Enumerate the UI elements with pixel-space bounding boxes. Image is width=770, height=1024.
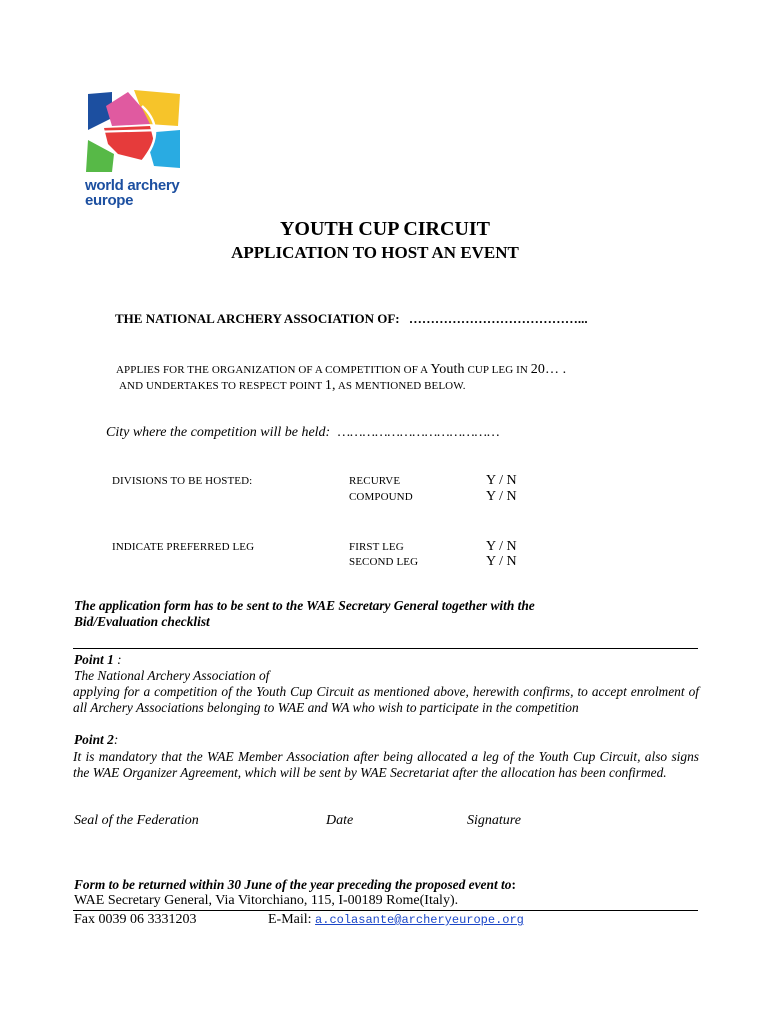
document-subtitle: APPLICATION TO HOST AN EVENT — [231, 243, 519, 262]
city-blank[interactable]: ………………………………… — [337, 425, 500, 440]
leg-first: FIRST LEG — [349, 541, 404, 553]
footer-address: WAE Secretary General, Via Vitorchiano, 115, I-00189 Rome(Italy). — [74, 893, 459, 908]
world-archery-europe-logo — [84, 88, 184, 210]
divisions-label: DIVISIONS TO BE HOSTED: — [112, 475, 253, 487]
divider-top — [73, 648, 698, 649]
footer-fax: Fax 0039 06 3331203 — [74, 912, 197, 927]
return-note: Form to be returned within 30 June of the year preceding the proposed event to — [74, 877, 512, 892]
point1-heading-line — [74, 652, 122, 668]
footer-email-line — [268, 912, 524, 928]
point1-text: applying for a competition of the Youth Cup Circuit as mentioned above, herewith confirms, to accept enrolment of all Archery Associations belonging to WAE and WA who wish to participate in the competition — [73, 684, 699, 715]
document-title: YOUTH CUP CIRCUIT — [279, 218, 491, 240]
compound-yn[interactable]: Y / N — [486, 489, 517, 504]
applies-year-blank[interactable]: 20… . — [530, 362, 567, 377]
undertakes-text-2: AS MENTIONED BELOW. — [337, 380, 466, 392]
seal-label: Seal of the Federation — [74, 813, 199, 828]
preferred-leg-label: INDICATE PREFERRED LEG — [112, 541, 255, 553]
divider-bottom — [73, 910, 698, 911]
notice-line-1: The application form has to be sent to the WAE Secretary General together with the — [74, 598, 535, 613]
email-label: E-Mail: — [268, 912, 312, 927]
applies-line — [116, 362, 566, 378]
logo-mark-icon — [84, 88, 184, 178]
point1-colon: : — [113, 652, 122, 667]
point2-colon: : — [113, 732, 119, 747]
signature-label: Signature — [467, 813, 521, 828]
point2-text: It is mandatory that the WAE Member Association after being allocated a leg of the Youth Cup Circuit, also signs the WAE Organizer Agreement, which will be sent by WAE Secretariat after the allocation has been confirmed. — [73, 749, 699, 780]
logo-text-line2: europe — [85, 192, 134, 209]
leg-second: SECOND LEG — [349, 556, 419, 568]
point2-heading-line — [74, 732, 118, 748]
association-label: THE NATIONAL ARCHERY ASSOCIATION OF: — [115, 311, 400, 326]
applies-text-1: APPLIES FOR THE ORGANIZATION OF A COMPETITION OF A — [116, 364, 428, 376]
notice-line-2: Bid/Evaluation checklist — [74, 614, 210, 629]
division-compound: COMPOUND — [349, 491, 413, 503]
undertakes-line — [119, 378, 466, 394]
undertakes-text-1: AND UNDERTAKES TO RESPECT POINT — [119, 380, 323, 392]
return-note-line — [74, 877, 516, 893]
second-leg-yn[interactable]: Y / N — [486, 554, 517, 569]
point1-association-line: The National Archery Association of — [74, 668, 270, 683]
first-leg-yn[interactable]: Y / N — [486, 539, 517, 554]
email-link[interactable]: a.colasante@archeryeurope.org — [315, 913, 524, 927]
applies-event-word: Youth — [430, 362, 465, 377]
point2-heading: Point 2 — [74, 732, 114, 747]
applies-text-2: CUP LEG IN — [467, 364, 528, 376]
date-label: Date — [326, 813, 354, 828]
city-line — [106, 425, 500, 441]
association-line — [115, 311, 588, 327]
undertakes-point: 1, — [324, 378, 336, 393]
recurve-yn[interactable]: Y / N — [486, 473, 517, 488]
return-note-colon: : — [511, 877, 516, 892]
city-label: City where the competition will be held: — [106, 425, 331, 440]
division-recurve: RECURVE — [349, 475, 401, 487]
association-blank[interactable]: …………………………………... — [408, 311, 588, 326]
logo-text-line1: world archery — [85, 177, 180, 194]
point1-heading: Point 1 — [74, 652, 114, 667]
